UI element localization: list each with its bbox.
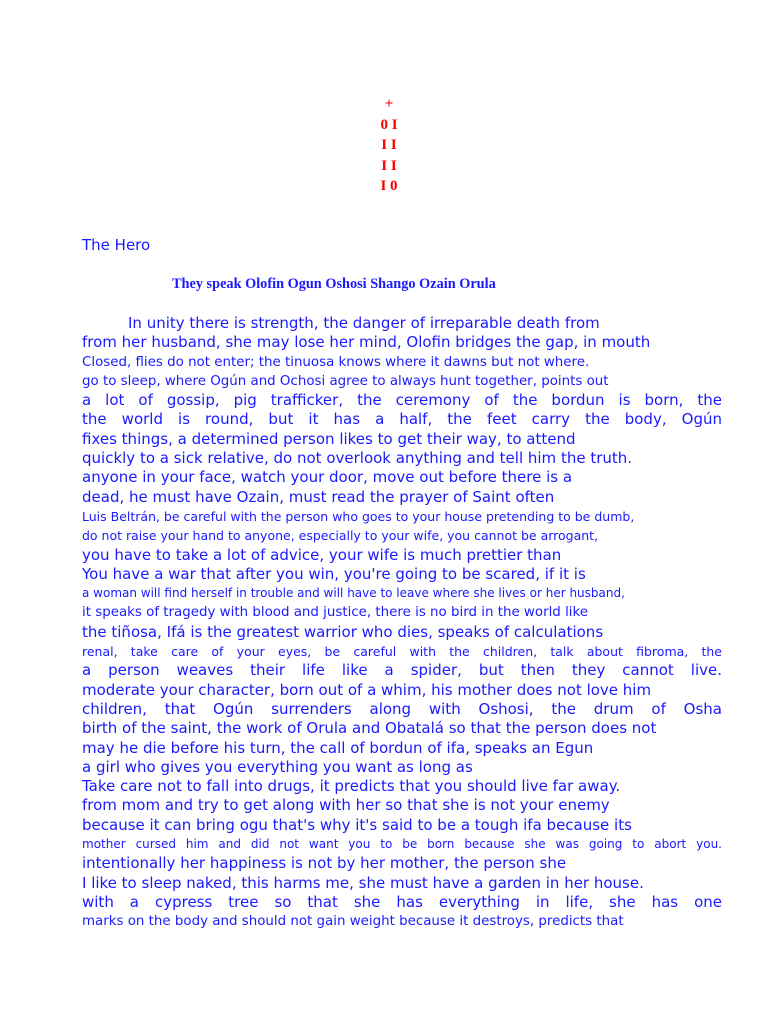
body-line: In unity there is strength, the danger of irreparable death from (128, 314, 600, 332)
body-line: dead, he must have Ozain, must read the prayer of Saint often (82, 487, 555, 506)
body-line: from mom and try to get along with her so that she is not your enemy (82, 796, 610, 815)
body-line: renal, take care of your eyes, be careful with the children, talk about fibroma, the (82, 644, 722, 660)
body-line: mother cursed him and did not want you to be born because she was going to abort you. (82, 837, 722, 852)
body-line: do not raise your hand to anyone, especially to your wife, you cannot be arrogant, (82, 528, 599, 544)
body-line: Take care not to fall into drugs, it predicts that you should live far away. (82, 777, 621, 796)
body-line: You have a war that after you win, you're going to be scared, if it is (82, 564, 586, 583)
body-line: intentionally her happiness is not by her mother, the person she (82, 854, 567, 873)
body-line: a woman will find herself in trouble and will have to leave where she lives or her husband, (82, 586, 625, 601)
odu-sign-line: I I (381, 137, 397, 153)
body-line: from her husband, she may lose her mind, Olofin bridges the gap, in mouth (82, 333, 651, 352)
body-line: a lot of gossip, pig trafficker, the ceremony of the bordun is born, the (82, 391, 722, 410)
body-line: Closed, flies do not enter; the tinuosa knows where it dawns but not where. (82, 354, 590, 370)
odu-sign (0, 94, 768, 197)
body-line: it speaks of tragedy with blood and justice, there is no bird in the world like (82, 605, 589, 621)
body-line: with a cypress tree so that she has everything in life, she has one (82, 892, 722, 911)
section-title: The Hero (82, 236, 151, 254)
odu-sign-line: I I (381, 157, 397, 174)
body-line: fixes things, a determined person likes to get their way, to attend (82, 429, 576, 448)
speakers-line: They speak Olofin Ogun Oshosi Shango Ozain Orula (172, 276, 496, 292)
body-line: you have to take a lot of advice, your wife is much prettier than (82, 545, 562, 564)
body-line: children, that Ogún surrenders along with Oshosi, the drum of Osha (82, 699, 722, 718)
body-line: because it can bring ogu that's why it's said to be a tough ifa because its (82, 815, 632, 834)
body-text (82, 314, 722, 932)
body-line: Luis Beltrán, be careful with the person who goes to your house pretending to be dumb, (82, 508, 635, 524)
body-line: anyone in your face, watch your door, move out before there is a (82, 468, 573, 487)
odu-sign-line: I 0 (380, 178, 398, 194)
body-line: quickly to a sick relative, do not overlook anything and tell him the truth. (82, 449, 633, 468)
body-line: a girl who gives you everything you want as long as (82, 757, 473, 776)
body-line: may he die before his turn, the call of bordun of ifa, speaks an Egun (82, 738, 594, 757)
body-line: marks on the body and should not gain weight because it destroys, predicts that (82, 914, 624, 930)
body-line: the tiñosa, Ifá is the greatest warrior who dies, speaks of calculations (82, 622, 604, 641)
odu-sign-line: + (384, 96, 394, 112)
body-line: a person weaves their life like a spider, but then they cannot live. (82, 661, 722, 680)
body-line: go to sleep, where Ogún and Ochosi agree to always hunt together, points out (82, 373, 609, 389)
body-line: the world is round, but it has a half, the feet carry the body, Ogún (82, 410, 722, 429)
body-line: moderate your character, born out of a whim, his mother does not love him (82, 680, 652, 699)
odu-sign-line: 0 I (380, 116, 398, 133)
body-line: birth of the saint, the work of Orula and Obatalá so that the person does not (82, 719, 657, 738)
body-line: I like to sleep naked, this harms me, she must have a garden in her house. (82, 873, 644, 892)
